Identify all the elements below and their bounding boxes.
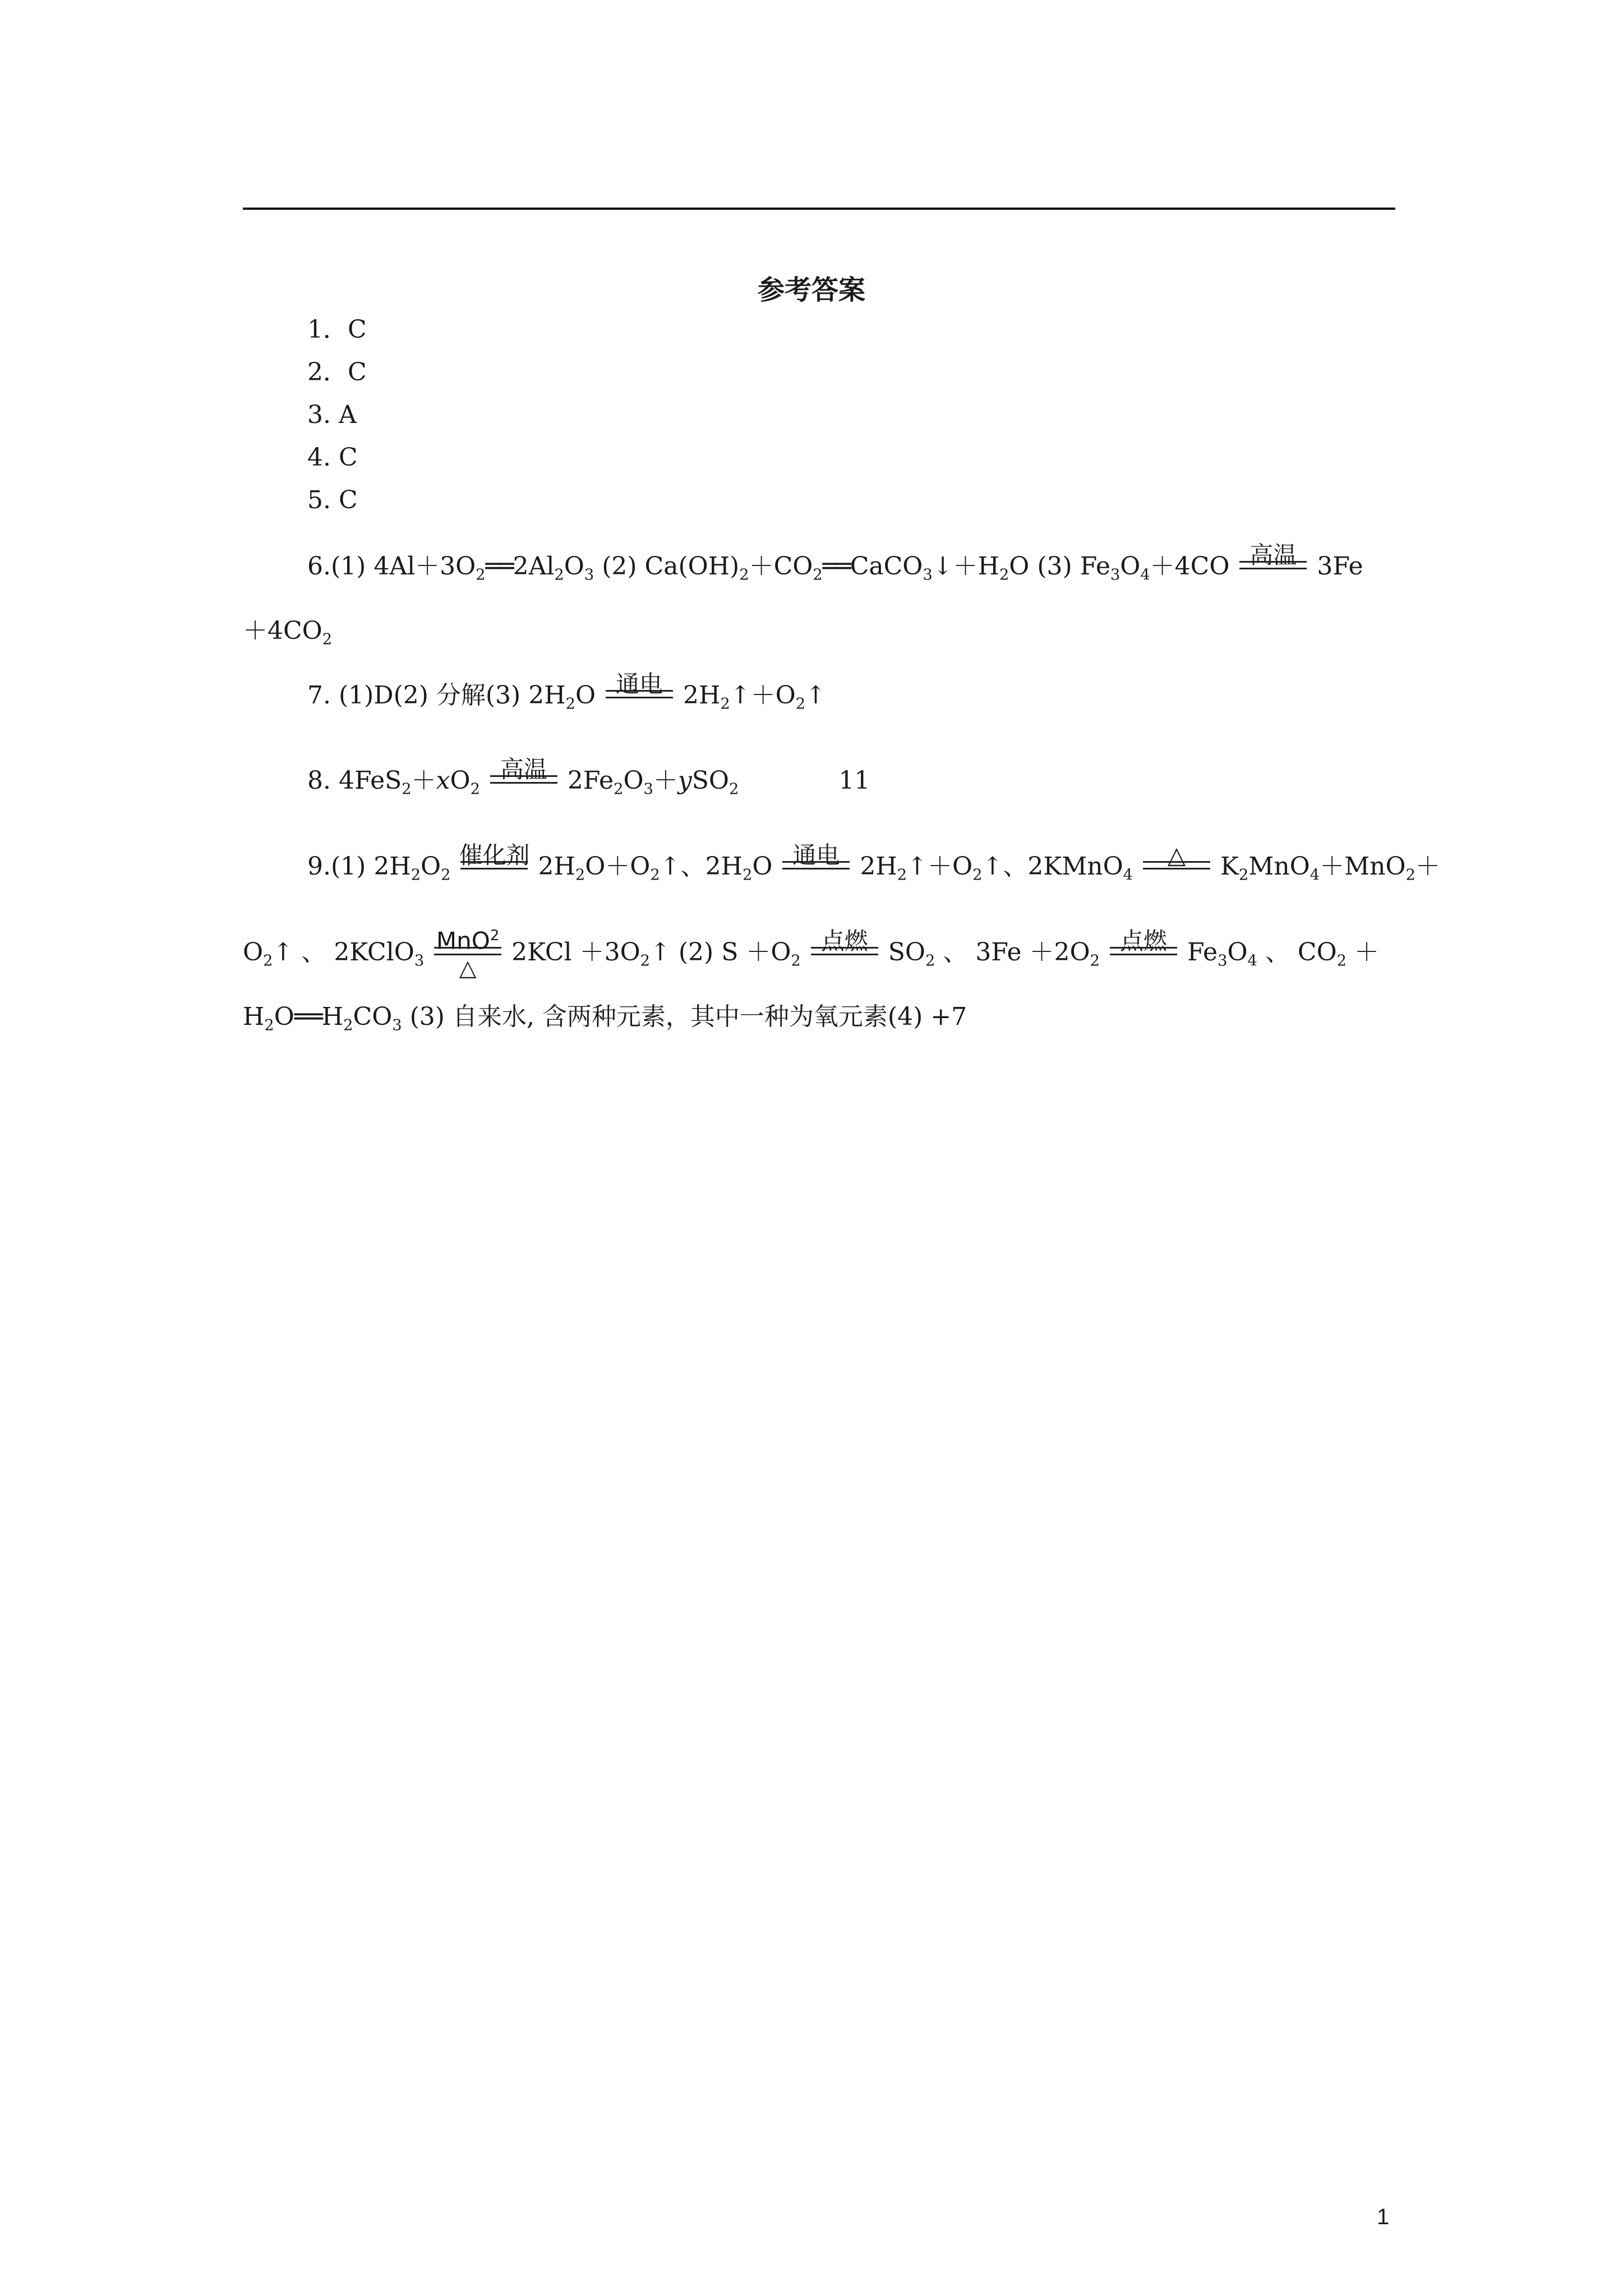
condition-label-below: △ <box>459 955 477 981</box>
equation-9-2: $2H_2O$ 通电 $2H_2↑+O_2↑$ <box>705 841 1003 884</box>
reaction-condition <box>809 927 880 969</box>
page-title: 参考答案 <box>757 274 865 306</box>
equation-9-7-end: $H_2O══H_2CO_3$ <box>243 1002 402 1034</box>
answer-6-part2-label: (2) <box>602 552 637 581</box>
answer-4: 4. C <box>307 443 358 472</box>
reaction-condition <box>458 841 530 884</box>
equation-9-4: 2KClO$_3$ MnO$^2$ △ $2KCl +3O_2↑$ <box>334 938 671 967</box>
answer-8-value: 11 <box>838 766 870 795</box>
equation-9-6: $3Fe +2O_2$ 点燃 $Fe_3O_4$ <box>975 927 1257 970</box>
condition-label: 通电 <box>616 670 663 698</box>
reaction-condition <box>780 841 852 884</box>
condition-label: 通电 <box>792 841 840 869</box>
equation-6-1: $4Al+3O_2══2Al_2O_3$ <box>374 552 594 584</box>
reaction-condition <box>1141 841 1212 884</box>
reaction-condition <box>488 755 560 798</box>
answer-9-part2-label: (2) <box>678 938 714 967</box>
answer-6-line-2: $+4CO_2$ <box>243 616 333 648</box>
answer-9-line-1: 9.(1) $2H_2O_2$ 催化剂 $2H_2O+O_2↑$、$2H_2O$ 通电 $2H_2↑+O_2↑$、2KMnO$_4$ △ $K_2MnO_4+MnO_2+$ <box>307 841 1440 884</box>
condition-label: 高温 <box>1249 541 1297 569</box>
answer-6-part3-label: (3) <box>1037 552 1072 581</box>
reaction-condition <box>1108 927 1179 969</box>
equation-9-3-end: $O_2↑$ <box>243 938 294 970</box>
answer-9-label: 9.(1) <box>307 852 366 881</box>
answer-5: 5. C <box>307 486 358 514</box>
answer-7 <box>307 670 826 721</box>
reaction-condition <box>432 927 504 981</box>
condition-label: 高温 <box>500 755 547 783</box>
reaction-condition <box>1237 541 1309 583</box>
condition-label: 点燃 <box>1119 927 1167 955</box>
equation-6-3: $Fe_3O_4+4CO$ 高温 3Fe <box>1080 541 1363 584</box>
condition-label: MnO$^2$ <box>436 927 500 955</box>
answer-6-line-1 <box>307 541 1363 592</box>
equation-6-2: $Ca(OH)_2+CO_2══CaCO_3↓+H_2O$ <box>644 552 1030 584</box>
answer-8 <box>307 755 870 807</box>
equation-9-7-start: $CO_2$ ＋ <box>1297 938 1380 970</box>
equation-8: $4FeS_2+xO_2$ 高温 $2Fe_2O_3+ySO_2$ <box>338 755 739 798</box>
reaction-condition <box>603 670 675 712</box>
answer-3: 3. A <box>307 401 357 429</box>
condition-label: 点燃 <box>820 927 868 955</box>
condition-label: 催化剂 <box>459 841 530 869</box>
header-rule <box>243 208 1395 210</box>
answer-9-line-3 <box>243 1000 967 1043</box>
answer-9-line-2: $O_2↑$ 、 2KClO$_3$ MnO$^2$ △ $2KCl +3O_2↑$ (2) $S +O_2$ 点燃 $SO_2$ 、 $3Fe +2O_2$ 点燃 $Fe_3O_4$ 、 $CO_2$ ＋ <box>243 936 1379 978</box>
equation-9-5: $S +O_2$ 点燃 $SO_2$ <box>721 927 935 970</box>
equation-9-1: $2H_2O_2$ 催化剂 $2H_2O+O_2↑$ <box>374 841 681 884</box>
page-number: 1 <box>1377 2205 1390 2229</box>
answer-6-label: 6.(1) <box>307 552 366 581</box>
answer-7-label: 7. (1)D(2) 分解(3) <box>307 681 521 710</box>
equation-9-3: 2KMnO$_4$ △ $K_2MnO_4+MnO_2+$ <box>1027 841 1440 884</box>
answer-9-part3: (3) 自来水, 含两种元素，其中一种为氧元素(4) +7 <box>409 1002 967 1031</box>
answer-8-label: 8. <box>307 766 331 795</box>
answer-1: 1．C <box>307 315 367 344</box>
condition-label: △ <box>1167 841 1186 869</box>
equation-7: $2H_2O$ 通电 $2H_2↑+O_2↑$ <box>528 670 826 713</box>
answer-2: 2．C <box>307 358 367 386</box>
